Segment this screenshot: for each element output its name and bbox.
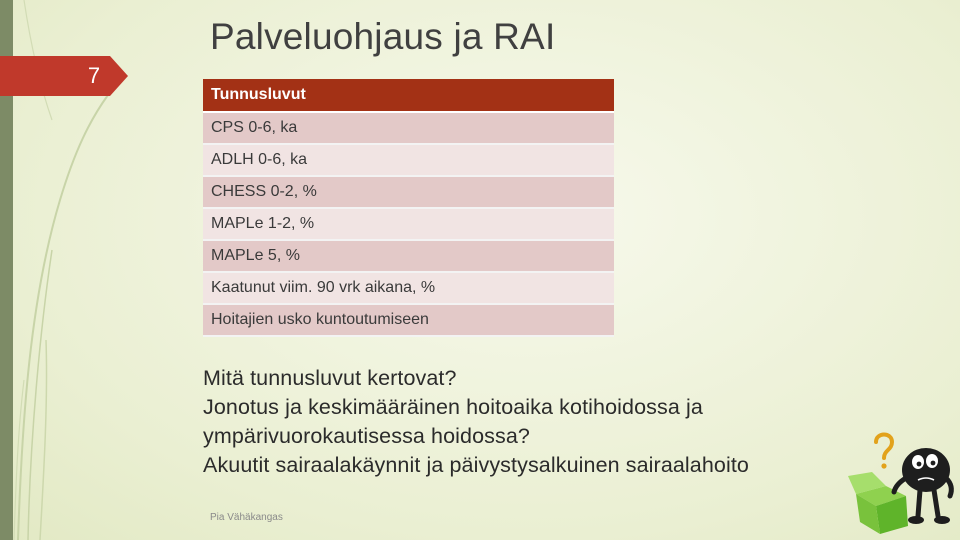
slide-number-tab	[0, 56, 128, 96]
indicators-table	[203, 79, 614, 337]
table-cell: CHESS 0-2, %	[203, 176, 614, 208]
table-row	[203, 272, 614, 304]
table-cell: Hoitajien usko kuntoutumiseen	[203, 304, 614, 336]
question-line: Mitä tunnusluvut kertovat?	[203, 366, 457, 390]
slide-title: Palveluohjaus ja RAI	[210, 16, 556, 57]
table-header: Tunnusluvut	[203, 79, 614, 112]
table-cell: MAPLe 5, %	[203, 240, 614, 272]
question-line: Jonotus ja keskimääräinen hoitoaika kotihoidossa ja ympärivuorokautisessa hoidossa?	[203, 395, 703, 448]
questions-block	[203, 364, 883, 480]
table-row	[203, 112, 614, 144]
footer-author: Pia Vähäkangas	[210, 512, 283, 523]
table-cell: MAPLe 1-2, %	[203, 208, 614, 240]
table-row	[203, 304, 614, 336]
table-row	[203, 208, 614, 240]
table-row	[203, 176, 614, 208]
table-row	[203, 144, 614, 176]
table-cell: CPS 0-6, ka	[203, 112, 614, 144]
table-cell: Kaatunut viim. 90 vrk aikana, %	[203, 272, 614, 304]
table-cell: ADLH 0-6, ka	[203, 144, 614, 176]
slide-number: 7	[87, 63, 101, 88]
question-line: Akuutit sairaalakäynnit ja päivystysalkuinen sairaalahoito	[203, 453, 749, 477]
table-row	[203, 240, 614, 272]
table-header-row	[203, 79, 614, 112]
question-box-character-icon	[846, 428, 958, 536]
